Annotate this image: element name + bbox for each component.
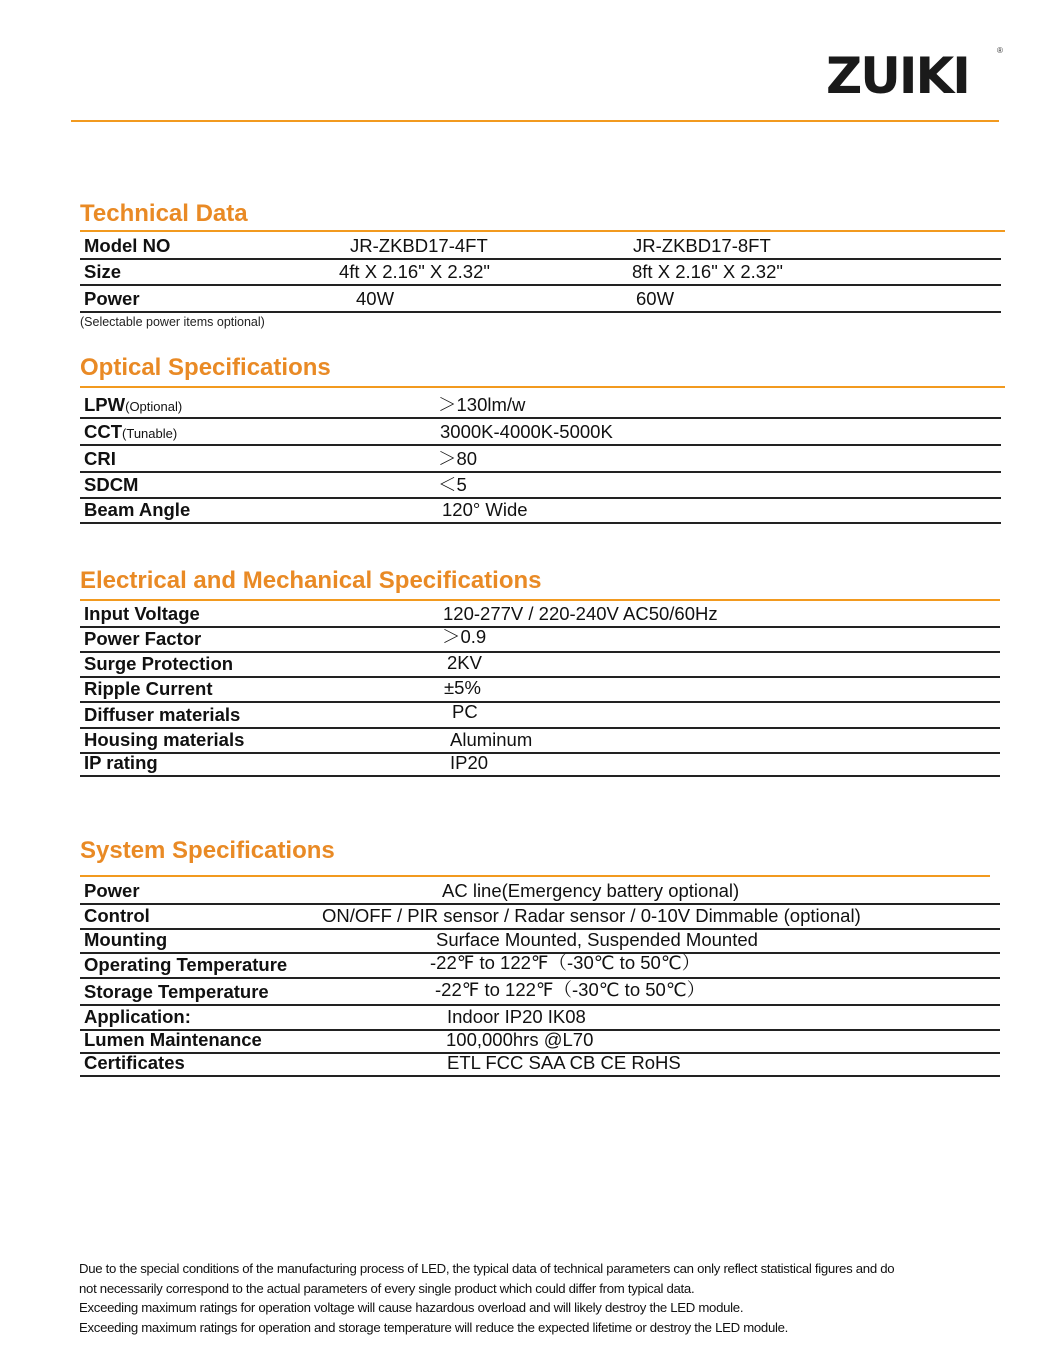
row-value: JR-ZKBD17-4FT (350, 235, 488, 256)
row-value: ON/OFF / PIR sensor / Radar sensor / 0-10V Dimmable (optional) (322, 905, 861, 926)
row-label: Control (84, 905, 150, 926)
row-label: Lumen Maintenance (84, 1029, 262, 1050)
row-label: Storage Temperature (84, 981, 269, 1002)
row-label: Power (84, 880, 140, 901)
table-row (80, 703, 1000, 729)
row-value: ETL FCC SAA CB CE RoHS (447, 1052, 681, 1073)
row-value: 120-277V / 220-240V AC50/60Hz (443, 603, 718, 624)
row-value: -22℉ to 122℉（-30℃ to 50℃） (430, 952, 701, 973)
technical-data-rule (80, 230, 1005, 232)
row-label: CCT(Tunable) (84, 421, 178, 442)
row-value: ±5% (444, 677, 481, 698)
table-row (80, 393, 1001, 419)
row-value: Surface Mounted, Suspended Mounted (436, 929, 758, 950)
row-value: AC line(Emergency battery optional) (442, 880, 740, 901)
system-specifications-title: System Specifications (80, 837, 335, 864)
row-value: 4ft X 2.16" X 2.32" (339, 261, 490, 282)
row-value: 60W (636, 288, 675, 309)
table-row (80, 652, 1000, 678)
disclaimer (79, 1259, 1009, 1337)
row-label: Certificates (84, 1052, 185, 1073)
row-label: Power (84, 288, 140, 309)
row-value: ＞130lm/w (438, 394, 526, 415)
table-row (80, 473, 1001, 499)
system-rule (80, 875, 990, 877)
row-label: CRI (84, 448, 116, 469)
row-value: JR-ZKBD17-8FT (633, 235, 771, 256)
row-label: Operating Temperature (84, 954, 288, 975)
table-row (80, 627, 1000, 653)
row-value: Aluminum (450, 729, 533, 750)
row-label: Ripple Current (84, 678, 213, 699)
table-row (80, 287, 1001, 313)
row-label: Diffuser materials (84, 704, 241, 725)
row-value: 100,000hrs @L70 (446, 1029, 594, 1050)
electrical-specifications-title: Electrical and Mechanical Specifications (80, 567, 542, 594)
row-value: 120° Wide (442, 499, 528, 520)
row-value: ＞80 (438, 448, 478, 469)
row-value: 3000K-4000K-5000K (440, 421, 613, 442)
table-row (80, 677, 1000, 703)
disclaimer-line: Exceeding maximum ratings for operation and storage temperature will reduce the expected lifetime or destroy the LED module. (79, 1319, 789, 1335)
row-value: ＜5 (438, 474, 467, 495)
table-row (80, 260, 1001, 286)
row-label: Power Factor (84, 628, 202, 649)
power-note: (Selectable power items optional) (80, 315, 265, 329)
table-row (80, 751, 1000, 777)
brand-logo (826, 47, 969, 105)
table-row (80, 498, 1001, 524)
row-label: Beam Angle (84, 499, 191, 520)
table-row (80, 234, 1001, 260)
row-label: Input Voltage (84, 603, 200, 624)
logo-text: ZUIKI (826, 47, 969, 105)
table-row (80, 879, 1000, 905)
table-row (80, 420, 1001, 446)
table-row (80, 602, 1000, 628)
electrical-rule (80, 599, 1000, 601)
table-row (80, 904, 1000, 930)
row-value: -22℉ to 122℉（-30℃ to 50℃） (435, 979, 706, 1000)
row-value: 8ft X 2.16" X 2.32" (632, 261, 783, 282)
row-label: Application: (84, 1006, 191, 1027)
table-row (80, 980, 1000, 1006)
optical-specifications-title: Optical Specifications (80, 354, 331, 381)
table-row (80, 1051, 1000, 1077)
disclaimer-line: not necessarily correspond to the actual parameters of every single product which could differ from typical data. (79, 1280, 695, 1296)
row-value: PC (452, 701, 478, 722)
row-label: Housing materials (84, 729, 245, 750)
row-label: IP rating (84, 752, 158, 773)
technical-data-title: Technical Data (80, 200, 248, 227)
table-row (80, 447, 1001, 473)
row-label: SDCM (84, 474, 139, 495)
row-value: 2KV (447, 652, 482, 673)
row-label: LPW(Optional) (84, 394, 183, 415)
row-label: Model NO (84, 235, 171, 256)
row-value: Indoor IP20 IK08 (447, 1006, 586, 1027)
header-divider (71, 120, 999, 122)
registered-mark: ® (997, 46, 1003, 55)
row-label: Size (84, 261, 122, 282)
row-label: Surge Protection (84, 653, 234, 674)
disclaimer-line: Exceeding maximum ratings for operation voltage will cause hazardous overload and will likely destroy the LED module. (79, 1300, 744, 1316)
row-label: Mounting (84, 929, 168, 950)
table-row (80, 953, 1000, 979)
row-value: 40W (356, 288, 395, 309)
optical-rule (80, 386, 1005, 388)
row-value: IP20 (450, 752, 489, 773)
disclaimer-line: Due to the special conditions of the manufacturing process of LED, the typical data of technical parameters can only reflect statistical figures and do (79, 1261, 895, 1276)
row-value: ＞0.9 (442, 626, 487, 647)
